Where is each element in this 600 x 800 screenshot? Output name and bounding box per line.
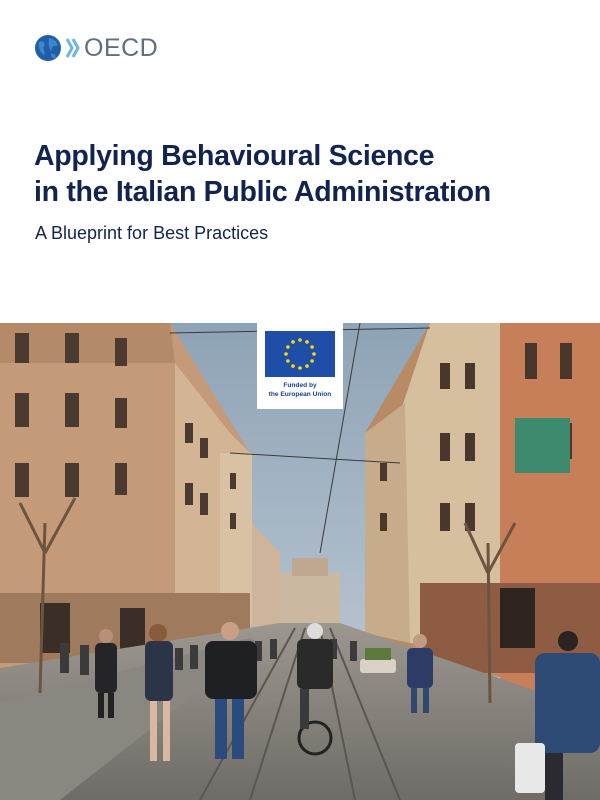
- eu-flag-icon: [265, 331, 335, 377]
- report-title-line-1: Applying Behavioural Science: [34, 140, 435, 172]
- globe-icon: [34, 33, 66, 63]
- double-chevron-icon: [66, 33, 80, 63]
- eu-funding-line-1: Funded by: [283, 382, 317, 389]
- oecd-logo-text: OECD: [84, 34, 159, 62]
- eu-funding-text: [257, 381, 343, 399]
- eu-funding-line-2: the European Union: [268, 391, 332, 398]
- report-title-line-2: in the Italian Public Administration: [34, 176, 491, 208]
- eu-funding-badge: [257, 323, 343, 409]
- report-subtitle: A Blueprint for Best Practices: [35, 223, 269, 243]
- report-title: [34, 138, 574, 210]
- oecd-logo: [34, 33, 158, 63]
